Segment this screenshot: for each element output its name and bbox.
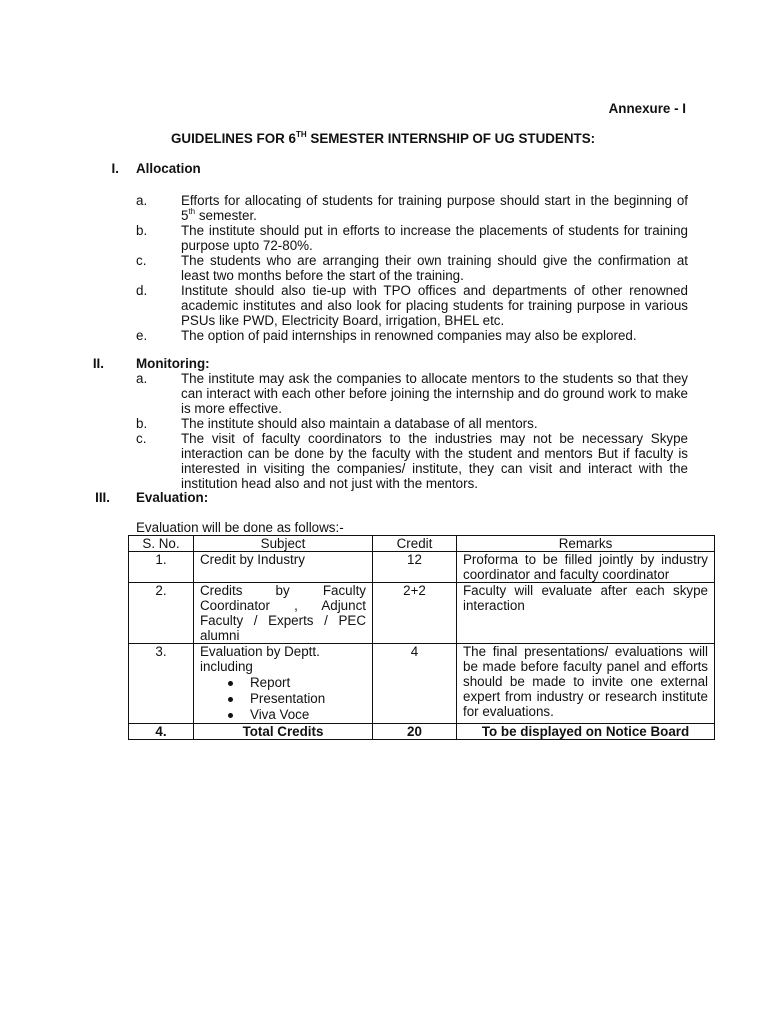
section-title: Allocation: [136, 161, 201, 176]
evaluation-intro: Evaluation will be done as follows:-: [136, 520, 344, 535]
cell-sno: 1.: [129, 552, 194, 583]
list-item: a. Efforts for allocating of students for training purpose should start in the beginning of 5th semester.: [136, 193, 688, 223]
column-header-credit: Credit: [373, 536, 457, 552]
list-item: a. The institute may ask the companies to allocate mentors to the students so that they can interact with each other before joining the internship and do ground work to make is more effective.: [136, 371, 688, 416]
allocation-list: [136, 193, 688, 343]
cell-credit: 12: [373, 552, 457, 583]
title-suffix: SEMESTER INTERNSHIP OF UG STUDENTS:: [306, 131, 596, 146]
table-total-row: [129, 724, 715, 740]
annexure-label: Annexure - I: [608, 101, 686, 116]
cell-credit: 20: [373, 724, 457, 740]
list-item: b. The institute should put in efforts to increase the placements of students for training purpose upto 72-80%.: [136, 223, 688, 253]
cell-remarks: To be displayed on Notice Board: [457, 724, 715, 740]
cell-credit: 2+2: [373, 583, 457, 644]
bullet-list: [200, 675, 366, 723]
cell-credit: 4: [373, 644, 457, 724]
column-header-sno: S. No.: [129, 536, 194, 552]
list-item: e. The option of paid internships in renowned companies may also be explored.: [136, 328, 637, 343]
cell-subject: Total Credits: [194, 724, 373, 740]
list-item: c. The students who are arranging their own training should give the confirmation at least two months before the start of the training.: [136, 253, 688, 283]
title-prefix: GUIDELINES FOR 6: [171, 131, 296, 146]
section-number: I.: [111, 161, 119, 176]
column-header-remarks: Remarks: [457, 536, 715, 552]
cell-subject: Credits by Faculty Coordinator , Adjunct Faculty / Experts / PEC alumni: [194, 583, 373, 644]
cell-sno: 4.: [129, 724, 194, 740]
section-number: II.: [92, 356, 104, 371]
table-row: [129, 644, 715, 724]
bullet-item: Presentation: [250, 691, 366, 707]
cell-subject: Credit by Industry: [194, 552, 373, 583]
table-header-row: [129, 536, 715, 552]
cell-sno: 3.: [129, 644, 194, 724]
table-row: [129, 552, 715, 583]
cell-remarks: The final presentations/ evaluations will be made before faculty panel and efforts should be made to invite one external expert from industry or research institute for evaluations.: [457, 644, 715, 724]
evaluation-table: [128, 535, 715, 740]
section-title: Evaluation:: [136, 490, 209, 505]
document-title: [171, 131, 595, 146]
title-superscript: TH: [296, 129, 307, 139]
cell-sno: 2.: [129, 583, 194, 644]
section-title: Monitoring:: [136, 356, 210, 371]
bullet-item: Report: [250, 675, 366, 691]
table-row: [129, 583, 715, 644]
cell-subject-text: Evaluation by Deptt. including: [200, 644, 320, 674]
cell-remarks: Faculty will evaluate after each skype interaction: [457, 583, 715, 644]
list-item: c. The visit of faculty coordinators to the industries may not be necessary Skype interaction can be done by the faculty with the student and mentors But if faculty is interested in visiting the companies/ institute, they can visit and interact with the institution head also and not just with the mentors.: [136, 431, 688, 491]
monitoring-list: [136, 371, 688, 491]
cell-subject: [194, 644, 373, 724]
column-header-subject: Subject: [194, 536, 373, 552]
list-item: b. The institute should also maintain a database of all mentors.: [136, 416, 538, 431]
list-item: d. Institute should also tie-up with TPO offices and departments of other renowned academic institutes and also look for placing students for training purpose in various PSUs like PWD, Electricity Board, irrigation, BHEL etc.: [136, 283, 688, 328]
bullet-item: Viva Voce: [250, 707, 366, 723]
cell-remarks: Proforma to be filled jointly by industry coordinator and faculty coordinator: [457, 552, 715, 583]
section-number: III.: [95, 490, 110, 505]
